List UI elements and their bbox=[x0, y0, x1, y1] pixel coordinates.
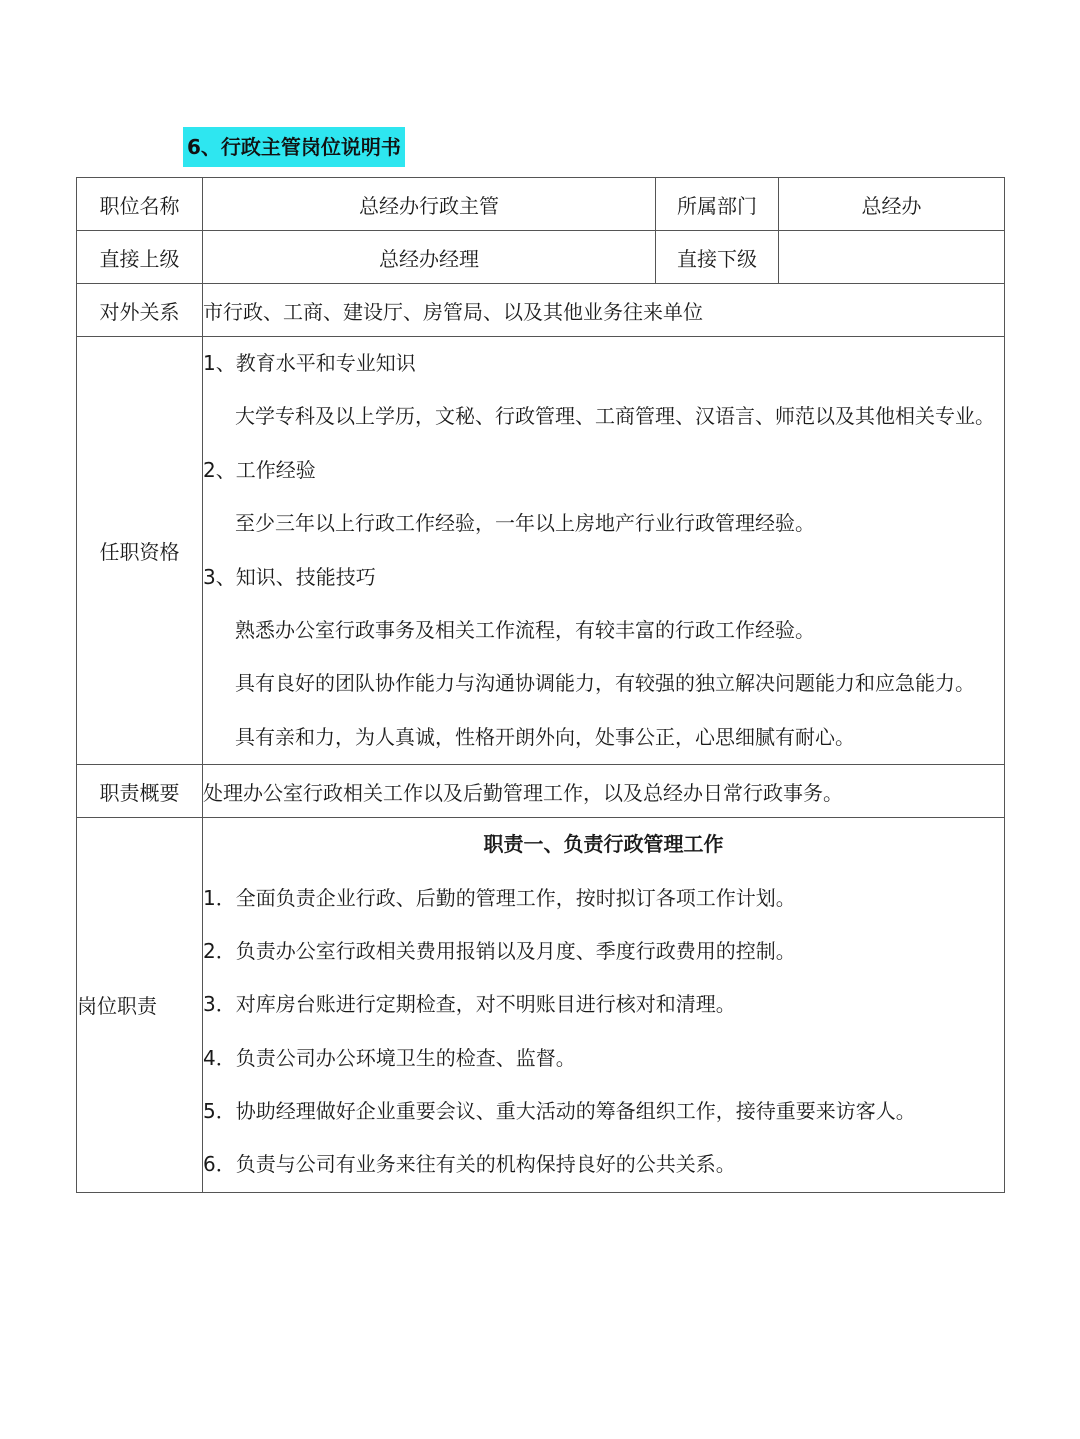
qualification-line: 大学专科及以上学历，文秘、行政管理、工商管理、汉语言、师范以及其他相关专业。 bbox=[235, 404, 995, 429]
qualification-line: 至少三年以上行政工作经验，一年以上房地产行业行政管理经验。 bbox=[235, 511, 815, 536]
summary-label: 职责概要 bbox=[77, 765, 203, 818]
row-qualifications bbox=[77, 337, 1005, 765]
duties-label: 岗位职责 bbox=[77, 818, 203, 1193]
row-superior bbox=[77, 231, 1005, 284]
qualifications-content bbox=[203, 337, 1005, 765]
job-description-table bbox=[76, 177, 1005, 1193]
duty-item: 3．对库房台账进行定期检查，对不明账目进行核对和清理。 bbox=[203, 992, 736, 1017]
row-position bbox=[77, 178, 1005, 231]
qualification-line: 具有亲和力，为人真诚，性格开朗外向，处事公正，心思细腻有耐心。 bbox=[235, 724, 855, 749]
duties-content bbox=[203, 818, 1005, 1193]
duty-item: 6．负责与公司有业务来往有关的机构保持良好的公共关系。 bbox=[203, 1152, 736, 1177]
document-title: 6、行政主管岗位说明书 bbox=[183, 127, 405, 167]
summary-value: 处理办公室行政相关工作以及后勤管理工作，以及总经办日常行政事务。 bbox=[203, 765, 1005, 818]
external-label: 对外关系 bbox=[77, 284, 203, 337]
duty-item: 4．负责公司办公环境卫生的检查、监督。 bbox=[203, 1045, 576, 1070]
position-value: 总经办行政主管 bbox=[203, 178, 656, 231]
qualification-line: 1、教育水平和专业知识 bbox=[203, 351, 416, 375]
duty-item: 2．负责办公室行政相关费用报销以及月度、季度行政费用的控制。 bbox=[203, 938, 796, 963]
row-external bbox=[77, 284, 1005, 337]
subordinate-value bbox=[779, 231, 1005, 284]
row-summary bbox=[77, 765, 1005, 818]
duties-heading: 职责一、负责行政管理工作 bbox=[483, 832, 724, 857]
external-value: 市行政、工商、建设厅、房管局、以及其他业务往来单位 bbox=[203, 284, 1005, 337]
qualification-line: 2、工作经验 bbox=[203, 457, 316, 482]
duty-item: 5．协助经理做好企业重要会议、重大活动的筹备组织工作，接待重要来访客人。 bbox=[203, 1099, 916, 1124]
department-label: 所属部门 bbox=[656, 178, 779, 231]
superior-label: 直接上级 bbox=[77, 231, 203, 284]
subordinate-label: 直接下级 bbox=[656, 231, 779, 284]
qualification-line: 3、知识、技能技巧 bbox=[203, 564, 376, 589]
duty-item: 1．全面负责企业行政、后勤的管理工作，按时拟订各项工作计划。 bbox=[203, 885, 796, 910]
position-label: 职位名称 bbox=[77, 178, 203, 231]
qualifications-label: 任职资格 bbox=[77, 337, 203, 765]
row-duties bbox=[77, 818, 1005, 1193]
department-value: 总经办 bbox=[779, 178, 1005, 231]
qualification-line: 熟悉办公室行政事务及相关工作流程，有较丰富的行政工作经验。 bbox=[235, 617, 815, 642]
qualification-line: 具有良好的团队协作能力与沟通协调能力，有较强的独立解决问题能力和应急能力。 bbox=[235, 671, 975, 696]
superior-value: 总经办经理 bbox=[203, 231, 656, 284]
